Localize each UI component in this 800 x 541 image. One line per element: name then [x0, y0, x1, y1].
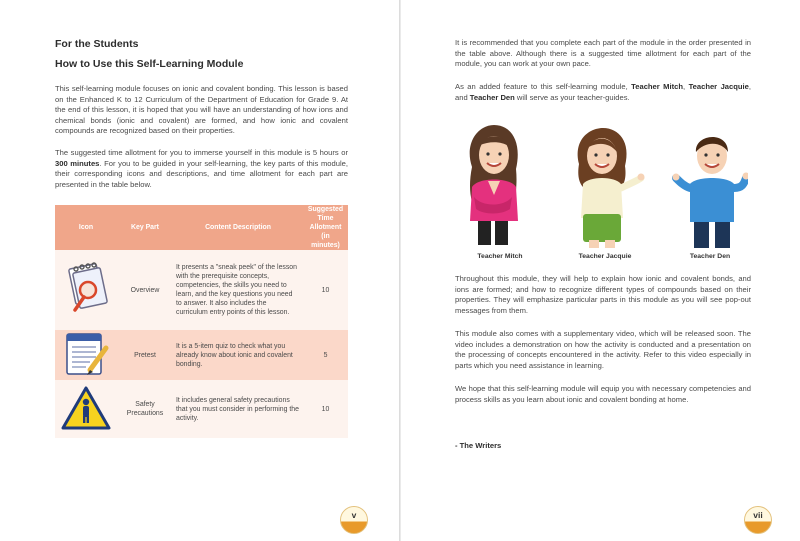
page-number-badge	[340, 506, 368, 534]
header-description: Content Description	[173, 205, 303, 250]
teacher-den-name: Teacher Den	[689, 253, 731, 260]
page-number: vii	[753, 510, 763, 520]
table-row	[55, 330, 348, 380]
time-cell: 10	[303, 380, 348, 438]
teacher-den-illustration	[672, 126, 748, 250]
closing-paragraph: We hope that this self-learning module will equip you with necessary competencies and process skills as you learn about ionic and covalent bonding at home.	[455, 384, 751, 404]
section-subheading: How to Use this Self-Learning Module	[55, 58, 244, 70]
separator-1: ,	[683, 82, 689, 91]
intro-paragraph: This self-learning module focuses on ionic and covalent bonding. This lesson is based on the Enhanced K to 12 Curriculum of the Department of Education for Grade 9. At the end of this lesson, it is hoped that you will have an understanding of how ions and chemical bonds (ionic and covalent) are formed, and how ionic and covalent compounds are recognized based on their properties.	[55, 84, 348, 136]
teacher-jacquie-illustration	[565, 126, 645, 249]
table-row	[55, 250, 348, 330]
teacher-mitch-illustration	[458, 123, 528, 249]
teacher-den-bold: Teacher Den	[469, 92, 515, 102]
description-cell: It is a 5-item quiz to check what you already know about ionic and covalent bonding.	[173, 330, 303, 380]
icon-cell	[55, 330, 117, 380]
description-cell: It includes general safety precautions that you must consider in performing the activity.	[173, 380, 303, 438]
header-time: Suggested Time Allotment (in minutes)	[303, 205, 348, 250]
teachers-role-paragraph: Throughout this module, they will help to explain how ionic and covalent bonds, and ions are formed; and how to recognize different types of compounds based on their properties. They will emphasize particular parts in this module as you will see pop-out messages from them.	[455, 274, 751, 315]
table-header-row	[55, 205, 348, 250]
icon-cell	[55, 250, 117, 330]
teacher-mitch-name: Teacher Mitch	[477, 253, 523, 260]
description-cell: It presents a "sneak peek" of the lesson with the prerequisite concepts, competencies, the skills you need to learn, and the key questions you need to answer. It also includes the curriculum entry points of this lesson.	[173, 250, 303, 330]
page-number-badge	[744, 506, 772, 534]
teachers-intro-end: will serve as your teacher-guides.	[514, 92, 630, 102]
time-text-start: The suggested time allotment for you to immerse yourself in this module is 5 hours or	[55, 148, 348, 157]
time-cell: 10	[303, 250, 348, 330]
pretest-icon	[62, 332, 110, 376]
teacher-jacquie-bold: Teacher Jacquie	[688, 82, 749, 91]
teachers-intro-paragraph	[455, 82, 751, 103]
overview-icon	[62, 262, 110, 316]
icon-cell	[55, 380, 117, 438]
teachers-intro-start: As an added feature to this self-learning module,	[455, 82, 632, 91]
time-cell: 5	[303, 330, 348, 380]
table-row	[55, 380, 348, 438]
time-allotment-paragraph	[55, 148, 348, 190]
separator-2: , and	[455, 82, 751, 102]
teacher-jacquie-name: Teacher Jacquie	[578, 253, 632, 260]
video-paragraph: This module also comes with a supplementary video, which will be released soon. The video includes a demonstration on how the activity is conducted and a presentation on the processing of concepts encountered in the activity. Refer to this video especially in parts which you need assistance in learning.	[455, 329, 751, 370]
time-total-bold: 300 minutes	[55, 158, 100, 168]
safety-icon	[60, 385, 112, 431]
module-parts-table	[55, 205, 348, 438]
page-number: v	[351, 510, 357, 520]
section-heading: For the Students	[55, 38, 139, 50]
key-part-cell: Pretest	[117, 330, 173, 380]
signature: - The Writers	[455, 441, 502, 450]
left-page	[0, 0, 399, 541]
key-part-cell: Safety Precautions	[117, 380, 173, 438]
header-icon: Icon	[55, 205, 117, 250]
teacher-mitch-bold: Teacher Mitch	[631, 82, 684, 91]
header-key-part: Key Part	[117, 205, 173, 250]
key-part-cell: Overview	[117, 250, 173, 330]
recommendation-paragraph: It is recommended that you complete each part of the module in the order presented in the table above. Although there is a suggested time allotment for each part of the module, you can work at your own pace.	[455, 38, 751, 69]
time-text-end: . For you to be guided in your self-learning, the key parts of this module, their corresponding icons and descriptions, and time allotment for each part are presented in the table below.	[55, 158, 348, 189]
